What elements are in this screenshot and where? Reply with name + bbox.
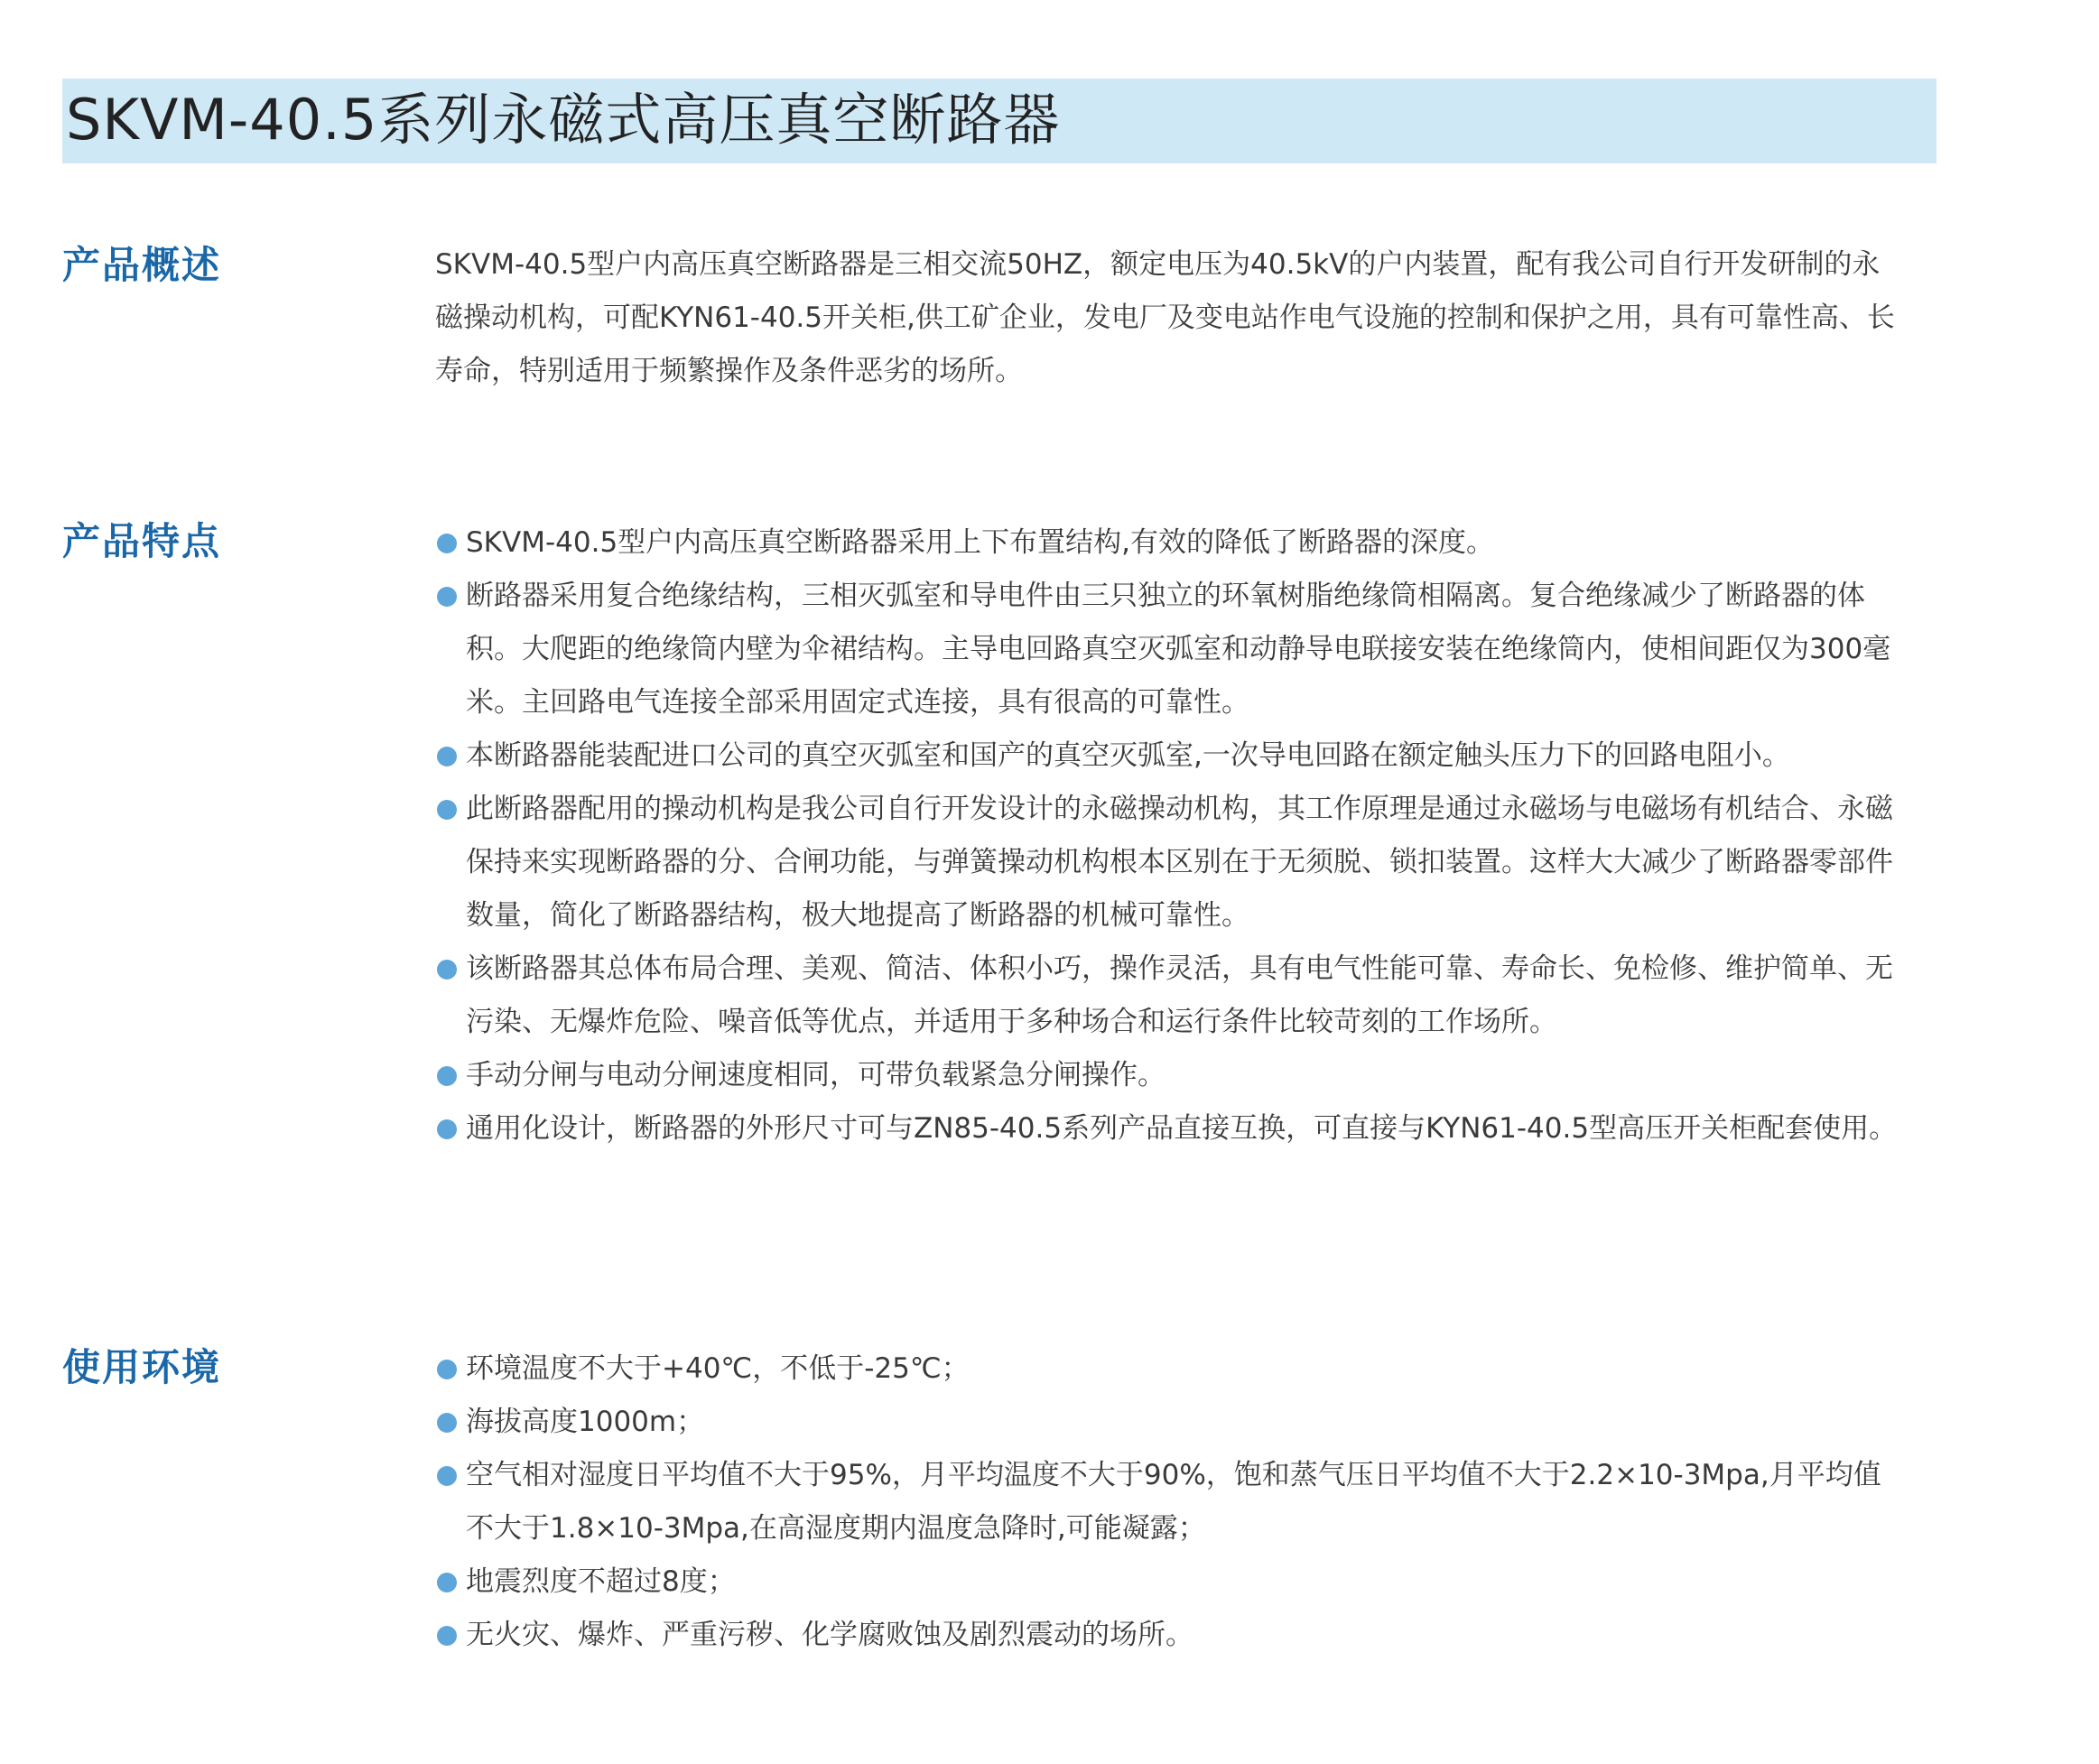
list-item — [435, 942, 1898, 1049]
list-item — [435, 516, 1898, 570]
list-item — [435, 570, 1898, 729]
overview-text: SKVM-40.5型户内高压真空断路器是三相交流50HZ，额定电压为40.5kV的户内装置，配有我公司自行开发研制的永磁操动机构，可配KYN61-40.5开关柜,供工矿企业，发电厂及变电站作电气设施的控制和保护之用，具有可靠性高、长寿命，特别适用于频繁操作及条件恶劣的场所。 — [435, 248, 1895, 387]
environment-text: 地震烈度不超过8度； — [466, 1565, 736, 1598]
list-item — [435, 783, 1898, 942]
list-item — [435, 1342, 1898, 1396]
features-body — [435, 516, 1898, 1156]
bullet-icon — [437, 1626, 457, 1646]
bullet-icon — [437, 587, 457, 607]
environment-text: 海拔高度1000m； — [466, 1406, 705, 1438]
bullet-icon — [437, 1413, 457, 1433]
bullet-icon — [437, 747, 457, 766]
environment-text: 空气相对湿度日平均值不大于95%，月平均温度不大于90%，饱和蒸气压日平均值不大于2.2×10-3Mpa,月平均值不大于1.8×10-3Mpa,在高湿度期内温度急降时,可能凝露； — [466, 1459, 1881, 1545]
environment-list — [435, 1342, 1898, 1662]
feature-text: 断路器采用复合绝缘结构，三相灭弧室和导电件由三只独立的环氧树脂绝缘筒相隔离。复合绝缘减少了断路器的体积。大爬距的绝缘筒内壁为伞裙结构。主导电回路真空灭弧室和动静导电联接安装在绝缘筒内，使相间距仅为300毫米。主回路电气连接全部采用固定式连接，具有很高的可靠性。 — [466, 580, 1891, 719]
feature-text: 该断路器其总体布局合理、美观、简洁、体积小巧，操作灵活，具有电气性能可靠、寿命长、免检修、维护简单、无污染、无爆炸危险、噪音低等优点，并适用于多种场合和运行条件比较苛刻的工作场所。 — [466, 952, 1893, 1038]
bullet-icon — [437, 800, 457, 820]
list-item — [435, 1049, 1898, 1102]
bullet-icon — [437, 1573, 457, 1592]
features-list — [435, 516, 1898, 1156]
list-item — [435, 1102, 1898, 1156]
list-item — [435, 729, 1898, 783]
page-title: SKVM-40.5系列永磁式高压真空断路器 — [66, 87, 1061, 153]
feature-text: 此断路器配用的操动机构是我公司自行开发设计的永磁操动机构，其工作原理是通过永磁场与电磁场有机结合、永磁保持来实现断路器的分、合闸功能，与弹簧操动机构根本区别在于无须脱、锁扣装置。这样大大减少了断路器零部件数量，简化了断路器结构，极大地提高了断路器的机械可靠性。 — [466, 793, 1893, 932]
feature-text: 通用化设计，断路器的外形尺寸可与ZN85-40.5系列产品直接互换，可直接与KYN61-40.5型高压开关柜配套使用。 — [466, 1112, 1898, 1145]
bullet-icon — [437, 1466, 457, 1486]
bullet-icon — [437, 1360, 457, 1379]
overview-body — [435, 238, 1898, 398]
environment-text: 无火灾、爆炸、严重污秽、化学腐败蚀及剧烈震动的场所。 — [466, 1619, 1193, 1651]
title-bar — [62, 79, 1936, 163]
environment-heading: 使用环境 — [62, 1345, 222, 1389]
environment-text: 环境温度不大于+40℃，不低于-25℃； — [466, 1352, 970, 1385]
feature-text: 手动分闸与电动分闸速度相同，可带负载紧急分闸操作。 — [466, 1059, 1166, 1091]
list-item — [435, 1609, 1898, 1662]
overview-heading: 产品概述 — [62, 243, 222, 287]
bullet-icon — [437, 1119, 457, 1139]
features-heading: 产品特点 — [62, 519, 222, 563]
feature-text: 本断路器能装配进口公司的真空灭弧室和国产的真空灭弧室,一次导电回路在额定触头压力下的回路电阻小。 — [466, 739, 1790, 772]
environment-body — [435, 1342, 1898, 1662]
list-item — [435, 1555, 1898, 1609]
bullet-icon — [437, 534, 457, 553]
list-item — [435, 1396, 1898, 1449]
list-item — [435, 1449, 1898, 1555]
bullet-icon — [437, 1066, 457, 1086]
feature-text: SKVM-40.5型户内高压真空断路器采用上下布置结构,有效的降低了断路器的深度。 — [466, 526, 1495, 559]
bullet-icon — [437, 960, 457, 979]
